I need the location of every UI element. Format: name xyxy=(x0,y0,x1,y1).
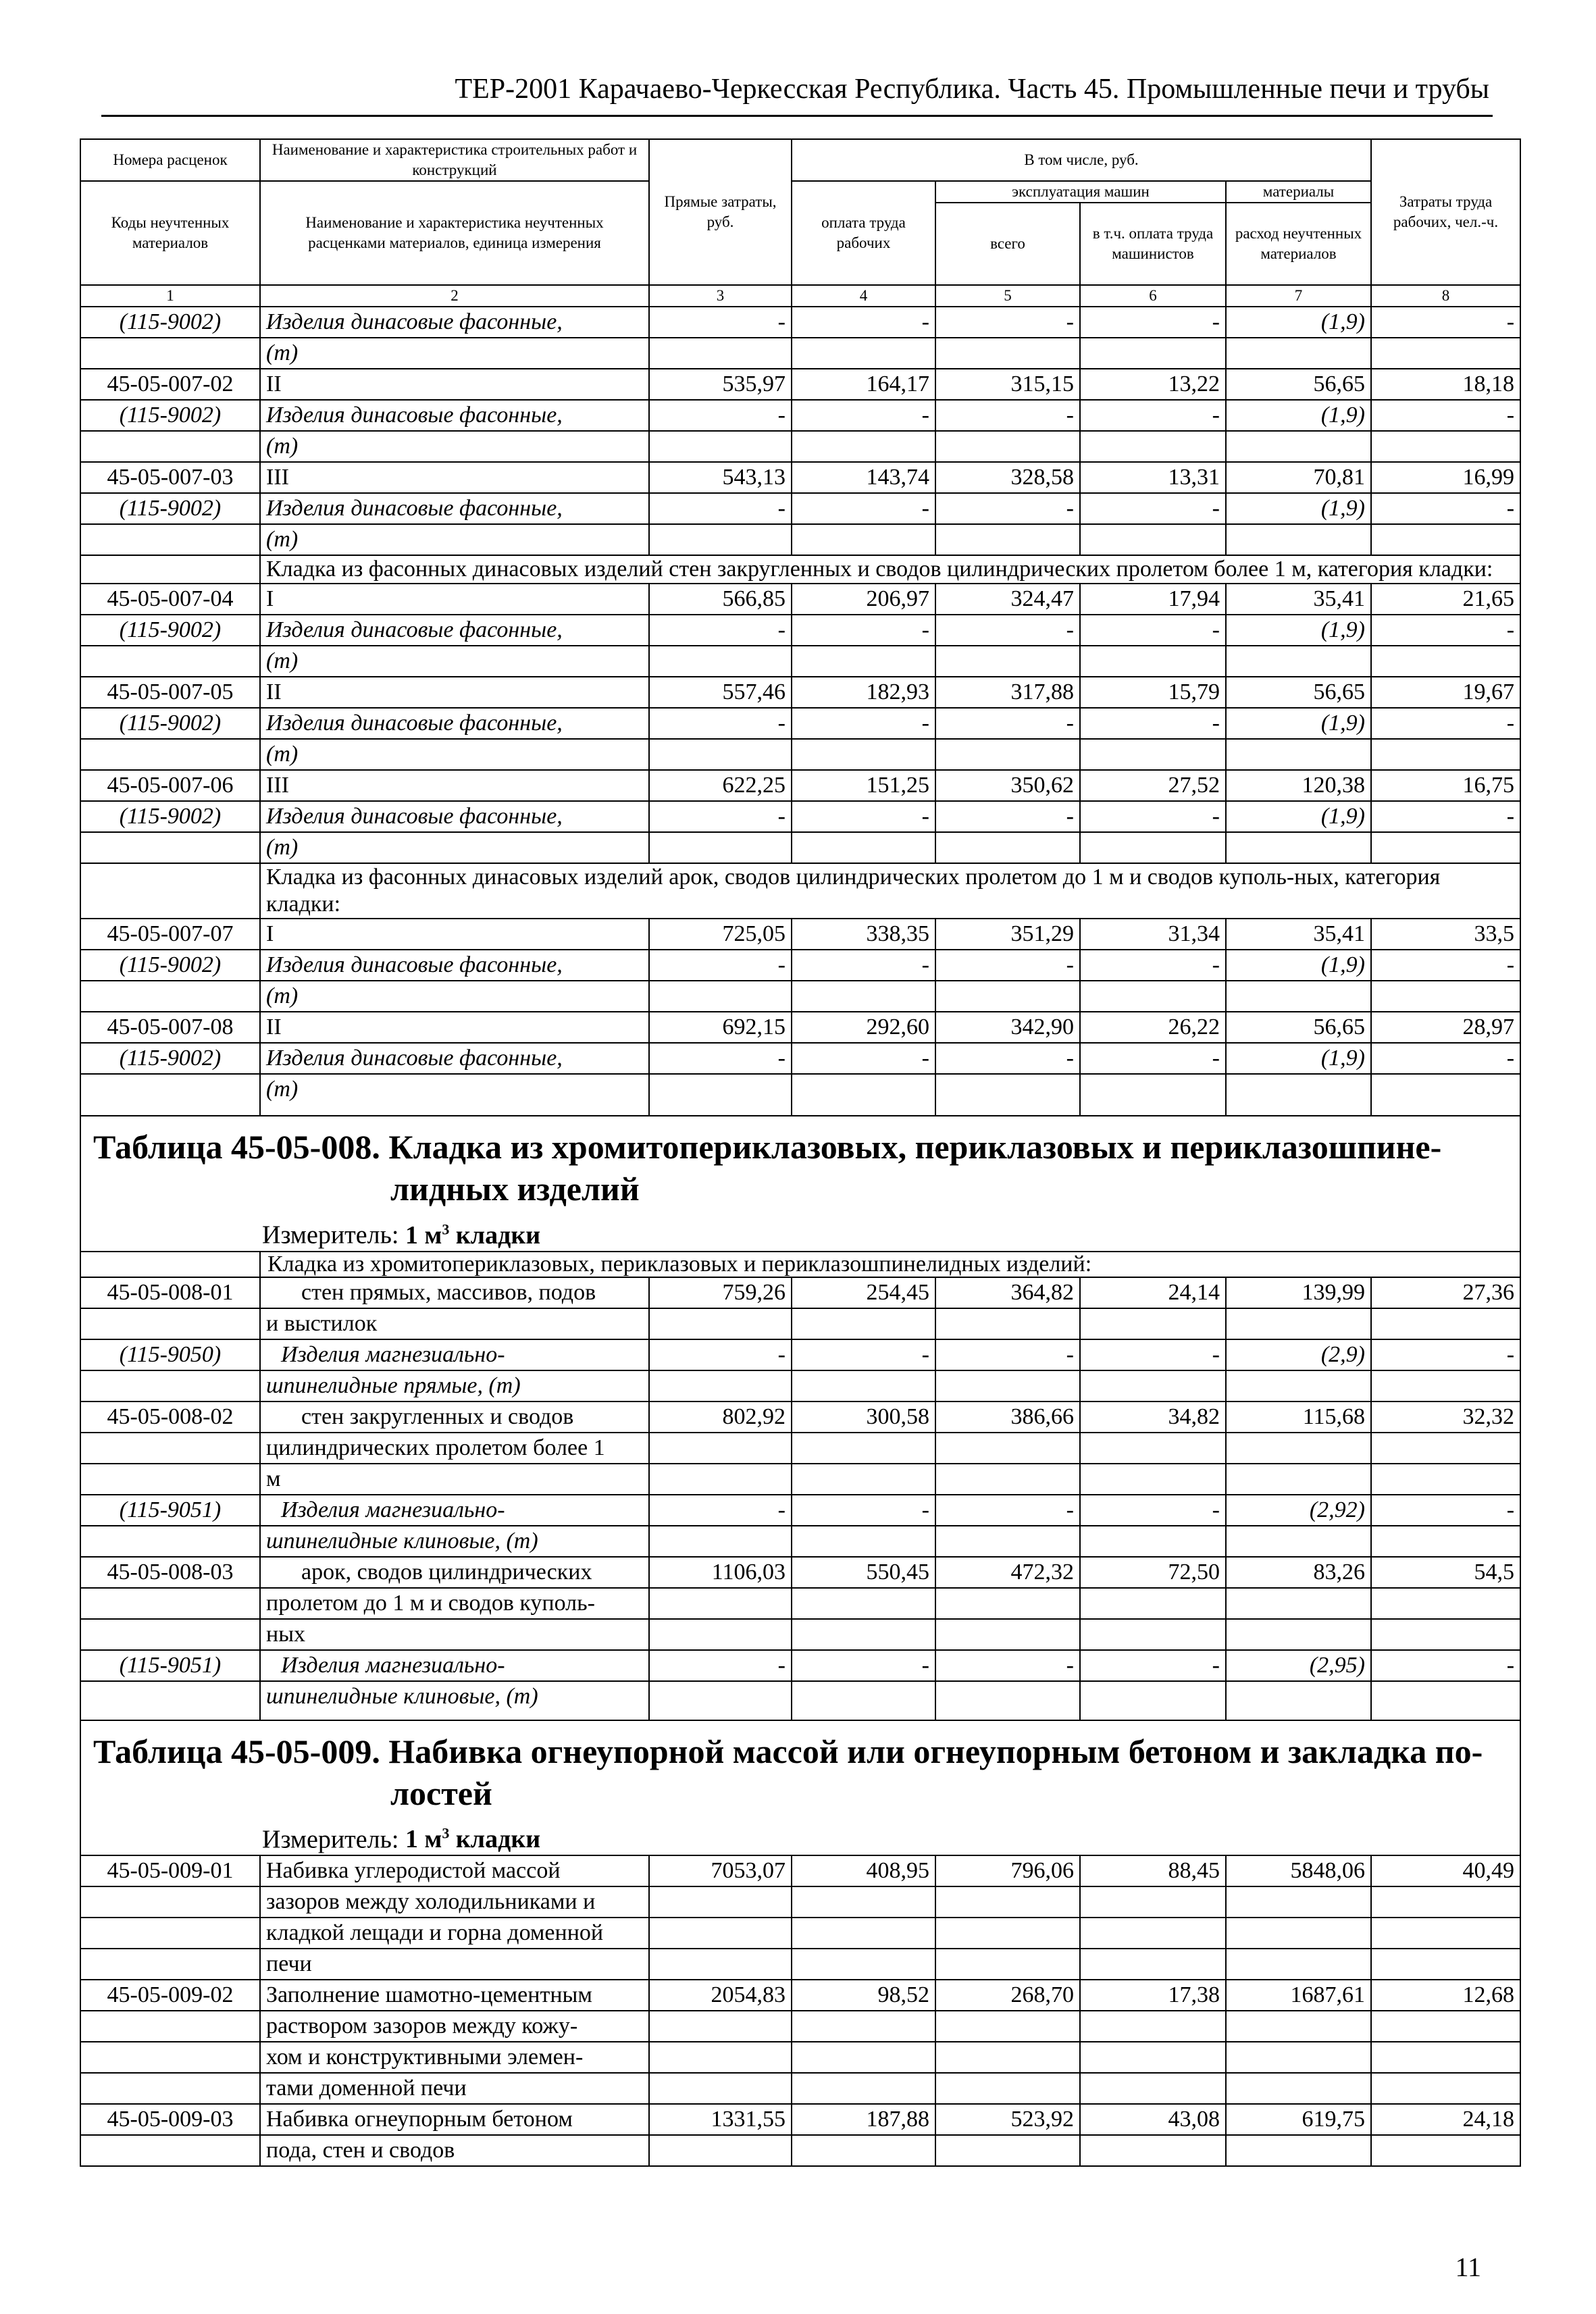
table-row: 45-05-007-03 III 543,13 143,74 328,58 13,31 70,81 16,99 xyxy=(80,462,1520,493)
material-row: (115-9002) Изделия динасовые фасонные, - - - - (1,9) - xyxy=(80,950,1520,981)
table-header xyxy=(80,139,1520,307)
section-heading-row xyxy=(80,863,1520,919)
col-labor-costs: Затраты труда рабочих, чел.-ч. xyxy=(1371,139,1520,285)
col-worker-pay: оплата труда рабочих xyxy=(792,181,935,285)
column-numbers-row: 1 2 3 4 5 6 7 8 xyxy=(80,285,1520,307)
table-row: 45-05-009-01 Набивка углеродистой массой 7053,07 408,95 796,06 88,45 5848,06 40,49 xyxy=(80,1855,1520,1886)
material-row: (115-9002) Изделия динасовые фасонные, - - - - (1,9) - xyxy=(80,615,1520,646)
table-row: 45-05-008-02 стен закругленных и сводов 802,92 300,58 386,66 34,82 115,68 32,32 xyxy=(80,1402,1520,1433)
material-row: (115-9002) Изделия динасовые фасонные, - - - - (1,9) - xyxy=(80,708,1520,739)
col-rate-numbers: Номера расценок xyxy=(80,139,260,181)
header-rule xyxy=(101,115,1493,117)
material-row: (115-9002) Изделия динасовые фасонные, - - - - (1,9) - xyxy=(80,400,1520,431)
col-materials: материалы xyxy=(1226,181,1371,203)
col-work-name: Наименование и характеристика строительных работ и конструкций xyxy=(260,139,649,181)
rates-table: Номера расценок Наименование и характеристика строительных работ и конструкций Прямые затраты, руб. В том числе, руб. Затраты труда рабочих, чел.-ч. Коды неучтенных материалов Наименование и характеристика неучтенных расценками материалов, единица измерения оплата труда рабочих эксплуатация машин материалы всего в т.ч. оплата труда машинистов расход неучтенных материалов 1 2 3 4 5 6 7 8 (115-9002) Изделия динасовые фасонные, - - - - (1,9) - (т) 45-05-007-02 II 535,97 164,17 315,15 13,22 56,65 18,18 (115-9002) Изделия динасовые фасонные, - - - - (1,9) - (т) 45-05-007-03 III 543,13 143,74 328,58 13,31 70,81 16,99 (115-9002) Изделия динасовые фасонные, - - - - (1,9) - (т) Кладка из фасонных динасовых изделий стен закругленных и сводов цилиндрических пролетом более 1 м, категория кладки: 45-05-007-04 I 566,85 206,97 324,47 17,94 35,41 21,65 (115-9002) Изделия динасовые фасонные, - - - - (1,9) - (т) 45-05-007-05 II 557,46 182,93 317,88 15,79 56,65 19,67 (115-9002) Изделия динасовые фасонные, - - - - (1,9) - (т) 45-05-007-06 III 622,25 151,25 350,62 27,52 120,38 16,75 (115-9002) Изделия динасовые фасонные, - - - - (1,9) - (т) Кладка из фасонных динасовых изделий арок, сводов цилиндрических пролетом до 1 м и сводов куполь-ных, категория кладки: 45-05-007-07 I 725,05 338,35 351,29 31,34 35,41 33,5 (115-9002) Изделия динасовые фасонные, - - - - (1,9) - (т) 45-05-007-08 II 692,15 292,60 342,90 26,22 56,65 28,97 (115-9002) Изделия динасовые фасонные, - - - - (1,9) - (т) Таблица 45-05-008. Кладка из хромитопериклазовых, периклазовых и периклазошпине- лидных изделий Измеритель: 1 $м^3$ кладки Кладка из хромитопериклазовых, периклазовых и периклазошпинелидных изделий: 45-05-008-01 стен прямых, массивов, подов 759,26 254,45 364,82 24,14 139,99 27,36 и выстилок (115-9050) Изделия магнезиально- - - - - (2,9) - шпинелидные прямые, (т) 45-05-008-02 стен закругленных и сводов 802,92 300,58 386,66 34,82 115,68 32,32 цилиндрических пролетом более 1 м (115-9051) Изделия магнезиально- - - - - (2,92) - шпинелидные клиновые, (т) 45-05-008-03 арок, сводов цилиндрических 1106,03 550,45 472,32 72,50 83,26 54,5 пролетом до 1 м и сводов куполь- ных (115-9051) Изделия магнезиально- - - - - (2,95) - шпинелидные клиновые, (т) Таблица 45-05-009. Набивка огнеупорной массой или огнеупорным бетоном и закладка по- лостей Измеритель: 1 $м^3$ кладки 45-05-009-01 Набивка углеродистой массой 7053,07 408,95 796,06 88,45 5848,06 40,49 зазоров между холодильниками и кладкой лещади и горна доменной печи 45-05-009-02 Заполнение шамотно-цементным 2054,83 98,52 268,70 17,38 1687,61 12,68 раствором зазоров между кожу- хом и конструктивными элемен- тами доменной печи 45-05-009-03 Набивка огнеупорным бетоном 1331,55 187,88 523,92 43,08 619,75 24,18 пода, стен и сводов xyxy=(80,138,1521,2167)
col-including: В том числе, руб. xyxy=(792,139,1371,181)
table-row: 45-05-007-06 III 622,25 151,25 350,62 27,52 120,38 16,75 xyxy=(80,770,1520,801)
col-machines-total: всего xyxy=(935,203,1080,285)
table-row: 45-05-008-03 арок, сводов цилиндрических 1106,03 550,45 472,32 72,50 83,26 54,5 xyxy=(80,1557,1520,1588)
table-row: 45-05-007-05 II 557,46 182,93 317,88 15,79 56,65 19,67 xyxy=(80,677,1520,708)
table-row: 45-05-008-01 стен прямых, массивов, подов 759,26 254,45 364,82 24,14 139,99 27,36 xyxy=(80,1277,1520,1308)
measure-unit: Измеритель: 1 $м^3$ кладки xyxy=(262,1220,541,1250)
material-row: (115-9002) Изделия динасовые фасонные, - - - - (1,9) - xyxy=(80,307,1520,338)
col-machines: эксплуатация машин xyxy=(935,181,1226,203)
table-title-row xyxy=(80,1720,1520,1856)
material-row: (115-9002) Изделия динасовые фасонные, - - - - (1,9) - xyxy=(80,801,1520,832)
table-row: 45-05-007-04 I 566,85 206,97 324,47 17,94 35,41 21,65 xyxy=(80,584,1520,615)
table-title: Таблица 45-05-009. Набивка огнеупорной массой или огнеупорным бетоном и закладка по- лостей xyxy=(93,1732,1483,1812)
material-row: (115-9002) Изделия динасовые фасонные, - - - - (1,9) - xyxy=(80,1043,1520,1074)
section-heading-row xyxy=(80,555,1520,584)
running-header: ТЕР-2001 Карачаево-Черкесская Республика. Часть 45. Промышленные печи и трубы xyxy=(455,74,1489,105)
col-material-name: Наименование и характеристика неучтенных расценками материалов, единица измерения xyxy=(260,181,649,285)
table-row: 45-05-009-02 Заполнение шамотно-цементным 2054,83 98,52 268,70 17,38 1687,61 12,68 xyxy=(80,1980,1520,2011)
page-number: 11 xyxy=(1455,2252,1481,2282)
table-row: 45-05-007-08 II 692,15 292,60 342,90 26,22 56,65 28,97 xyxy=(80,1012,1520,1043)
section-heading: Кладка из хромитопериклазовых, периклазовых и периклазошпинелидных изделий: xyxy=(260,1252,1520,1277)
table-title: Таблица 45-05-008. Кладка из хромитопериклазовых, периклазовых и периклазошпине- лидных изделий xyxy=(93,1128,1442,1208)
table-row: 45-05-009-03 Набивка огнеупорным бетоном 1331,55 187,88 523,92 43,08 619,75 24,18 xyxy=(80,2104,1520,2135)
section-heading-row xyxy=(80,1252,1520,1277)
material-row: (115-9050) Изделия магнезиально- - - - - (2,9) - xyxy=(80,1339,1520,1370)
section-heading: Кладка из фасонных динасовых изделий арок, сводов цилиндрических пролетом до 1 м и сводов куполь-ных, категория кладки: xyxy=(260,863,1520,919)
col-material-codes: Коды неучтенных материалов xyxy=(80,181,260,285)
material-row: (115-9051) Изделия магнезиально- - - - - (2,92) - xyxy=(80,1495,1520,1526)
section-heading: Кладка из фасонных динасовых изделий стен закругленных и сводов цилиндрических пролетом более 1 м, категория кладки: xyxy=(260,555,1520,584)
table-title-row xyxy=(80,1116,1520,1252)
table-row: 45-05-007-02 II 535,97 164,17 315,15 13,22 56,65 18,18 xyxy=(80,369,1520,400)
measure-unit: Измеритель: 1 $м^3$ кладки xyxy=(262,1824,541,1854)
col-machinists-pay: в т.ч. оплата труда машинистов xyxy=(1080,203,1226,285)
col-direct-costs: Прямые затраты, руб. xyxy=(649,139,792,285)
material-row: (115-9002) Изделия динасовые фасонные, - - - - (1,9) - xyxy=(80,493,1520,524)
material-unit-row: (т) xyxy=(80,338,1520,369)
col-unaccounted-materials: расход неучтенных материалов xyxy=(1226,203,1371,285)
material-row: (115-9051) Изделия магнезиально- - - - - (2,95) - xyxy=(80,1650,1520,1681)
table-row: 45-05-007-07 I 725,05 338,35 351,29 31,34 35,41 33,5 xyxy=(80,919,1520,950)
